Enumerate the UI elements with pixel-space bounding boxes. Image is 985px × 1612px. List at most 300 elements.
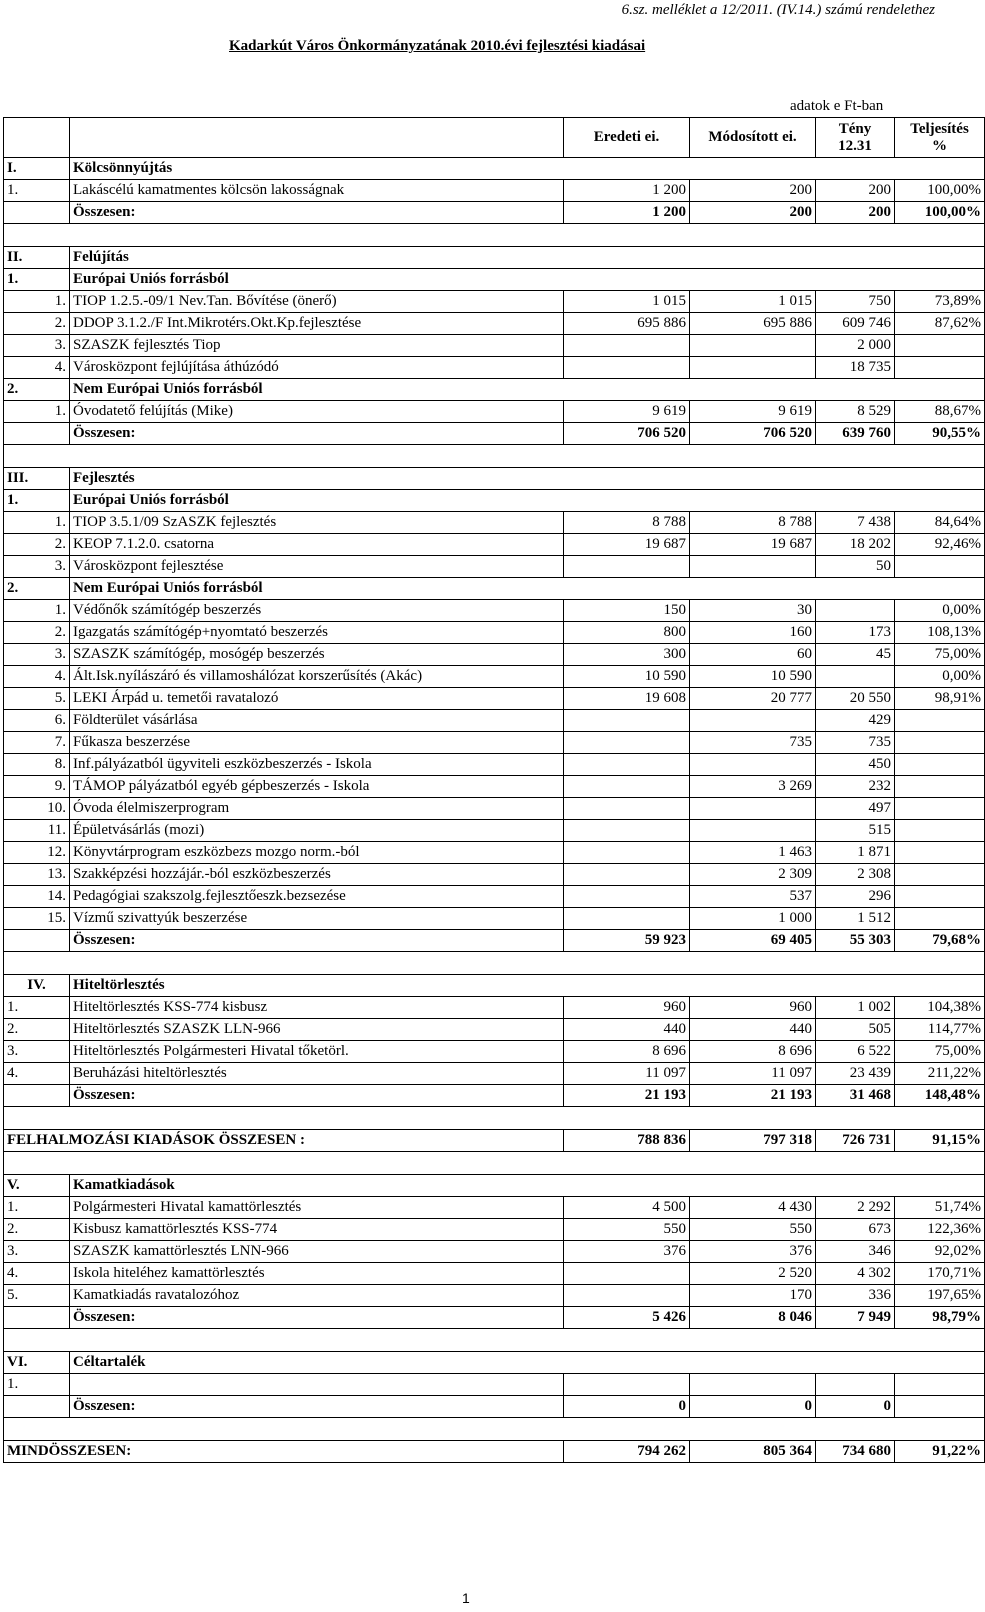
row-number [4,423,70,445]
completion-percent [895,754,985,776]
row-number: 2. [4,1219,70,1241]
completion-percent [895,335,985,357]
completion-percent: 0,00% [895,666,985,688]
grand-total-label: FELHALMOZÁSI KIADÁSOK ÖSSZESEN : [4,1130,564,1152]
row-label: Polgármesteri Hivatal kamattörlesztés [70,1197,564,1219]
row-label: Városközpont fejlújítása áthúzódó [70,357,564,379]
row-number: 2. [4,1019,70,1041]
completion-percent: 75,00% [895,644,985,666]
completion-percent: 0,00% [895,600,985,622]
actual-value: 726 731 [816,1130,895,1152]
modified-value [690,556,816,578]
row-number [4,1085,70,1107]
row-number: 10. [4,798,70,820]
row-number: 4. [4,1263,70,1285]
actual-value: 1 002 [816,997,895,1019]
actual-value: 735 [816,732,895,754]
col-header-completion-line2: % [932,137,947,154]
modified-value: 2 309 [690,864,816,886]
actual-value: 296 [816,886,895,908]
spacer-row [4,952,985,975]
section-title: Céltartalék [70,1352,985,1374]
original-value [564,842,690,864]
modified-value [690,335,816,357]
table-row [4,798,985,820]
col-header-actual-line1: Tény [838,120,872,137]
section-number: 1. [4,269,70,291]
completion-percent: 98,79% [895,1307,985,1329]
completion-percent: 100,00% [895,180,985,202]
row-number [4,1307,70,1329]
row-label: LEKI Árpád u. temetői ravatalozó [70,688,564,710]
table-row [4,1063,985,1085]
total-row [4,1396,985,1418]
actual-value: 450 [816,754,895,776]
header-blank-cell [70,118,564,158]
actual-value [816,1374,895,1396]
row-label: Igazgatás számítógép+nyomtató beszerzés [70,622,564,644]
spacer-cell [4,224,985,247]
table-row [4,732,985,754]
row-label: Lakáscélú kamatmentes kölcsön lakosságnak [70,180,564,202]
original-value: 800 [564,622,690,644]
actual-value: 497 [816,798,895,820]
modified-value: 1 000 [690,908,816,930]
actual-value: 0 [816,1396,895,1418]
original-value: 706 520 [564,423,690,445]
row-label: Hiteltörlesztés Polgármesteri Hivatal tőketörl. [70,1041,564,1063]
original-value: 11 097 [564,1063,690,1085]
row-number: 2. [4,313,70,335]
modified-value: 30 [690,600,816,622]
actual-value: 734 680 [816,1441,895,1463]
row-number: 11. [4,820,70,842]
col-header-actual-line2: 12.31 [838,137,872,154]
row-number: 2. [4,534,70,556]
table-row [4,313,985,335]
original-value: 21 193 [564,1085,690,1107]
row-label: SZASZK kamattörlesztés LNN-966 [70,1241,564,1263]
modified-value: 170 [690,1285,816,1307]
row-label: Kamatkiadás ravatalozóhoz [70,1285,564,1307]
section-row [4,468,985,490]
section-number: V. [4,1175,70,1197]
original-value [564,886,690,908]
completion-percent: 51,74% [895,1197,985,1219]
table-row [4,710,985,732]
table-row [4,291,985,313]
row-number: 3. [4,1041,70,1063]
page-title: Kadarkút Város Önkormányzatának 2010.évi fejlesztési kiadásai [229,38,646,54]
actual-value: 2 292 [816,1197,895,1219]
completion-percent [895,842,985,864]
section-title: Nem Európai Uniós forrásból [70,578,985,600]
spacer-cell [4,1107,985,1130]
table-row [4,1219,985,1241]
table-row [4,600,985,622]
actual-value: 31 468 [816,1085,895,1107]
row-label: Kisbusz kamattörlesztés KSS-774 [70,1219,564,1241]
row-number: 12. [4,842,70,864]
section-row [4,158,985,180]
table-row [4,335,985,357]
section-row [4,975,985,997]
modified-value: 797 318 [690,1130,816,1152]
completion-percent: 148,48% [895,1085,985,1107]
total-label: Összesen: [70,1307,564,1329]
row-label: Óvodatető felújítás (Mike) [70,401,564,423]
original-value [564,1263,690,1285]
original-value: 19 608 [564,688,690,710]
expenditure-table [3,117,985,1463]
table-row [4,401,985,423]
total-label: Összesen: [70,1085,564,1107]
subsection-row [4,490,985,512]
row-label [70,1374,564,1396]
completion-percent [895,1374,985,1396]
table-row [4,688,985,710]
completion-percent [895,864,985,886]
actual-value: 673 [816,1219,895,1241]
page-number: 1 [462,1590,470,1606]
modified-value: 8 696 [690,1041,816,1063]
modified-value: 695 886 [690,313,816,335]
row-number [4,1396,70,1418]
completion-percent: 104,38% [895,997,985,1019]
row-label: Pedagógiai szakszolg.fejlesztőeszk.bezsezése [70,886,564,908]
completion-percent [895,886,985,908]
row-number: 3. [4,556,70,578]
actual-value: 2 308 [816,864,895,886]
modified-value: 200 [690,202,816,224]
modified-value: 21 193 [690,1085,816,1107]
modified-value: 537 [690,886,816,908]
grand-total-row [4,1130,985,1152]
row-number: 3. [4,335,70,357]
original-value: 5 426 [564,1307,690,1329]
actual-value: 7 438 [816,512,895,534]
modified-value [690,820,816,842]
row-label: Óvoda élelmiszerprogram [70,798,564,820]
modified-value: 960 [690,997,816,1019]
original-value [564,754,690,776]
row-label: SZASZK fejlesztés Tiop [70,335,564,357]
original-value: 695 886 [564,313,690,335]
actual-value: 1 512 [816,908,895,930]
original-value: 960 [564,997,690,1019]
section-title: Kamatkiadások [70,1175,985,1197]
actual-value: 200 [816,202,895,224]
table-row [4,357,985,379]
spacer-cell [4,952,985,975]
completion-percent: 91,15% [895,1130,985,1152]
table-row [4,886,985,908]
table-row [4,776,985,798]
section-number: I. [4,158,70,180]
completion-percent [895,732,985,754]
actual-value: 6 522 [816,1041,895,1063]
original-value: 8 696 [564,1041,690,1063]
actual-value: 2 000 [816,335,895,357]
header-blank-cell [4,118,70,158]
section-title: Felújítás [70,247,985,269]
modified-value [690,710,816,732]
original-value [564,820,690,842]
completion-percent: 197,65% [895,1285,985,1307]
completion-percent: 122,36% [895,1219,985,1241]
actual-value: 232 [816,776,895,798]
original-value [564,710,690,732]
original-value [564,864,690,886]
row-label: SZASZK számítógép, mosógép beszerzés [70,644,564,666]
section-number: IV. [4,975,70,997]
section-title: Hiteltörlesztés [70,975,985,997]
modified-value: 8 788 [690,512,816,534]
actual-value: 18 735 [816,357,895,379]
total-label: Összesen: [70,423,564,445]
spacer-row [4,1152,985,1175]
actual-value: 609 746 [816,313,895,335]
row-number: 1. [4,1374,70,1396]
completion-percent: 79,68% [895,930,985,952]
section-title: Európai Uniós forrásból [70,269,985,291]
original-value: 1 015 [564,291,690,313]
spacer-row [4,1329,985,1352]
section-number: VI. [4,1352,70,1374]
completion-percent: 87,62% [895,313,985,335]
completion-percent [895,798,985,820]
table-row [4,512,985,534]
modified-value [690,357,816,379]
section-number: 2. [4,578,70,600]
original-value: 59 923 [564,930,690,952]
section-title: Kölcsönnyújtás [70,158,985,180]
modified-value: 2 520 [690,1263,816,1285]
actual-value: 20 550 [816,688,895,710]
row-number: 1. [4,600,70,622]
section-row [4,1175,985,1197]
row-number: 1. [4,1197,70,1219]
row-number: 8. [4,754,70,776]
completion-percent: 75,00% [895,1041,985,1063]
table-row [4,754,985,776]
total-label: Összesen: [70,1396,564,1418]
row-number: 14. [4,886,70,908]
section-number: II. [4,247,70,269]
spacer-row [4,1418,985,1441]
row-number: 1. [4,180,70,202]
subsection-row [4,578,985,600]
original-value: 788 836 [564,1130,690,1152]
original-value: 440 [564,1019,690,1041]
modified-value [690,1374,816,1396]
actual-value: 346 [816,1241,895,1263]
modified-value: 20 777 [690,688,816,710]
actual-value: 8 529 [816,401,895,423]
original-value: 150 [564,600,690,622]
row-number: 4. [4,666,70,688]
modified-value [690,754,816,776]
modified-value: 200 [690,180,816,202]
modified-value: 160 [690,622,816,644]
table-row [4,534,985,556]
completion-percent: 90,55% [895,423,985,445]
table-row [4,908,985,930]
table-row [4,180,985,202]
original-value: 300 [564,644,690,666]
row-number: 13. [4,864,70,886]
total-row [4,423,985,445]
original-value: 550 [564,1219,690,1241]
completion-percent: 211,22% [895,1063,985,1085]
table-row [4,820,985,842]
section-row [4,1352,985,1374]
section-number: III. [4,468,70,490]
row-number: 5. [4,1285,70,1307]
row-number [4,202,70,224]
completion-percent: 114,77% [895,1019,985,1041]
row-number: 9. [4,776,70,798]
row-number [4,930,70,952]
original-value [564,335,690,357]
section-title: Fejlesztés [70,468,985,490]
row-label: TIOP 3.5.1/09 SzASZK fejlesztés [70,512,564,534]
actual-value: 336 [816,1285,895,1307]
row-number: 4. [4,357,70,379]
original-value: 376 [564,1241,690,1263]
col-header-completion [895,118,985,158]
regulation-note: 6.sz. melléklet a 12/2011. (IV.14.) számú rendelethez [621,2,935,18]
table-row [4,842,985,864]
total-row [4,1085,985,1107]
column-header-row [4,118,985,158]
completion-percent: 92,02% [895,1241,985,1263]
spacer-row [4,445,985,468]
completion-percent [895,1396,985,1418]
table-row [4,1241,985,1263]
modified-value: 69 405 [690,930,816,952]
original-value: 4 500 [564,1197,690,1219]
table-row [4,1285,985,1307]
actual-value [816,666,895,688]
section-number: 2. [4,379,70,401]
col-header-original: Eredeti ei. [564,118,690,158]
table-row [4,997,985,1019]
modified-value: 9 619 [690,401,816,423]
completion-percent: 98,91% [895,688,985,710]
row-number: 1. [4,291,70,313]
modified-value: 60 [690,644,816,666]
modified-value: 376 [690,1241,816,1263]
spacer-cell [4,1418,985,1441]
spacer-row [4,224,985,247]
section-number: 1. [4,490,70,512]
row-label: KEOP 7.1.2.0. csatorna [70,534,564,556]
original-value [564,776,690,798]
table-row [4,1041,985,1063]
subsection-row [4,269,985,291]
original-value [564,556,690,578]
modified-value: 0 [690,1396,816,1418]
spacer-cell [4,1329,985,1352]
modified-value: 805 364 [690,1441,816,1463]
total-label: Összesen: [70,930,564,952]
original-value: 794 262 [564,1441,690,1463]
table-row [4,1263,985,1285]
row-number: 4. [4,1063,70,1085]
original-value: 8 788 [564,512,690,534]
row-label: Beruházási hiteltörlesztés [70,1063,564,1085]
completion-percent [895,556,985,578]
row-number: 3. [4,1241,70,1263]
completion-percent [895,776,985,798]
completion-percent: 91,22% [895,1441,985,1463]
grand-total-row [4,1441,985,1463]
actual-value: 750 [816,291,895,313]
original-value [564,732,690,754]
row-number: 3. [4,644,70,666]
table-body [4,118,985,1463]
modified-value: 10 590 [690,666,816,688]
modified-value [690,798,816,820]
completion-percent: 108,13% [895,622,985,644]
actual-value: 18 202 [816,534,895,556]
row-label: TIOP 1.2.5.-09/1 Nev.Tan. Bővítése (önerő) [70,291,564,313]
table-row [4,1374,985,1396]
row-number: 1. [4,401,70,423]
modified-value: 706 520 [690,423,816,445]
original-value: 1 200 [564,202,690,224]
total-row [4,1307,985,1329]
completion-percent: 170,71% [895,1263,985,1285]
original-value: 10 590 [564,666,690,688]
modified-value: 3 269 [690,776,816,798]
original-value [564,357,690,379]
actual-value: 200 [816,180,895,202]
original-value [564,798,690,820]
modified-value: 19 687 [690,534,816,556]
col-header-actual [816,118,895,158]
completion-percent: 88,67% [895,401,985,423]
actual-value: 515 [816,820,895,842]
row-label: Hiteltörlesztés SZASZK LLN-966 [70,1019,564,1041]
actual-value: 55 303 [816,930,895,952]
spacer-cell [4,445,985,468]
row-label: Inf.pályázatból ügyviteli eszközbeszerzés - Iskola [70,754,564,776]
col-header-completion-line1: Teljesítés [910,120,969,137]
table-row [4,666,985,688]
table-row [4,644,985,666]
modified-value: 4 430 [690,1197,816,1219]
row-label: Könyvtárprogram eszközbezs mozgo norm.-ból [70,842,564,864]
original-value: 19 687 [564,534,690,556]
row-number: 7. [4,732,70,754]
col-header-modified: Módosított ei. [690,118,816,158]
original-value: 9 619 [564,401,690,423]
row-label: Hiteltörlesztés KSS-774 kisbusz [70,997,564,1019]
original-value: 1 200 [564,180,690,202]
table-row [4,556,985,578]
section-row [4,247,985,269]
row-label: Fűkasza beszerzése [70,732,564,754]
actual-value: 50 [816,556,895,578]
actual-value [816,600,895,622]
row-number: 1. [4,997,70,1019]
actual-value: 173 [816,622,895,644]
subsection-row [4,379,985,401]
row-label: Épületvásárlás (mozi) [70,820,564,842]
row-label: TÁMOP pályázatból egyéb gépbeszerzés - Iskola [70,776,564,798]
